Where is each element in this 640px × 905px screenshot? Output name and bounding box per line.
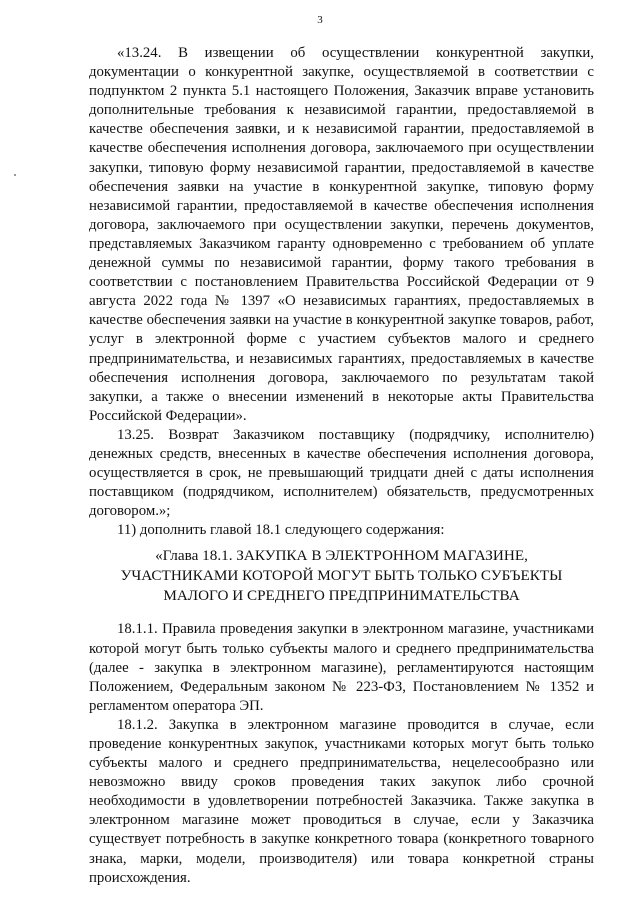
document-body bbox=[89, 44, 594, 888]
paragraph-18-1-1: 18.1.1. Правила проведения закупки в электронном магазине, участниками которой могут быть только субъекты малого и среднего предпринимательства (далее - закупка в электронном магазине), регламентируются настоящим Положением, Федеральным законом № 223-ФЗ, Постановлением № 1352 и регламентом оператора ЭП. bbox=[89, 621, 594, 714]
paragraph-18-1-2: 18.1.2. Закупка в электронном магазине проводится в случае, если проведение конкурентных закупок, участниками которых могут быть только субъекты малого и среднего предпринимательства, нецелесообразно или невозможно ввиду сроков проведения таких закупок либо срочной необходимости в удовлетворении потребностей Заказчика. Также закупка в электронном магазине может проводиться в случае, если у Заказчика существует потребность в закупке конкретного товара (конкретного товарного знака, марки, модели, производителя) или товара конкретной страны происхождения. bbox=[89, 716, 594, 886]
page-number: 3 bbox=[317, 14, 323, 26]
paragraph-13-25: 13.25. Возврат Заказчиком поставщику (подрядчику, исполнителю) денежных средств, внесенных в качестве обеспечения исполнения договора, осуществляется в срок, не превышающий тридцати дней с даты исполнения поставщиком (подрядчиком, исполнителем) обязательств, предусмотренных договором.»; bbox=[89, 426, 594, 520]
chapter-heading-line-1: «Глава 18.1. ЗАКУПКА В ЭЛЕКТРОННОМ МАГАЗИНЕ, bbox=[155, 547, 528, 565]
paragraph-13-24: «13.24. В извещении об осуществлении конкурентной закупки, документации о конкурентной закупке, осуществляемой в соответствии с подпунктом 2 пункта 5.1 настоящего Положения, Заказчик вправе установить дополнительные требования к независимой гарантии, предоставляемой в качестве обеспечения заявки, и к независимой гарантии, предоставляемой в качестве обеспечения исполнения договора, заключаемого при осуществлении закупки, типовую форму независимой гарантии, предоставляемой в качестве обеспечения заявки на участие в конкурентной закупке, типовую форму независимой гарантии, предоставляемой в качестве обеспечения исполнения договора, заключаемого при осуществлении закупки, перечень документов, представляемых Заказчиком гаранту одновременно с требованием об уплате денежной суммы по независимой гарантии, форму такого требования в соответствии с постановлением Правительства Российской Федерации от 9 августа 2022 года № 1397 «О независимых гарантиях, предоставляемых в качестве обеспечения заявки на участие в конкурентной закупке товаров, работ, услуг в электронной форме с участием субъектов малого и среднего предпринимательства, и независимых гарантиях, предоставляемых в качестве обеспечения исполнения договора, заключаемого по результатам такой закупки, а также о внесении изменений в некоторые акты Правительства Российской Федерации». bbox=[89, 45, 594, 424]
chapter-heading-line-2: УЧАСТНИКАМИ КОТОРОЙ МОГУТ БЫТЬ ТОЛЬКО СУБЪЕКТЫ bbox=[120, 567, 563, 585]
chapter-heading bbox=[89, 546, 594, 606]
margin-dot bbox=[14, 174, 16, 176]
chapter-heading-line-3: МАЛОГО И СРЕДНЕГО ПРЕДПРИНИМАТЕЛЬСТВА bbox=[163, 587, 520, 605]
paragraph-item-11: 11) дополнить главой 18.1 следующего содержания: bbox=[117, 522, 445, 539]
